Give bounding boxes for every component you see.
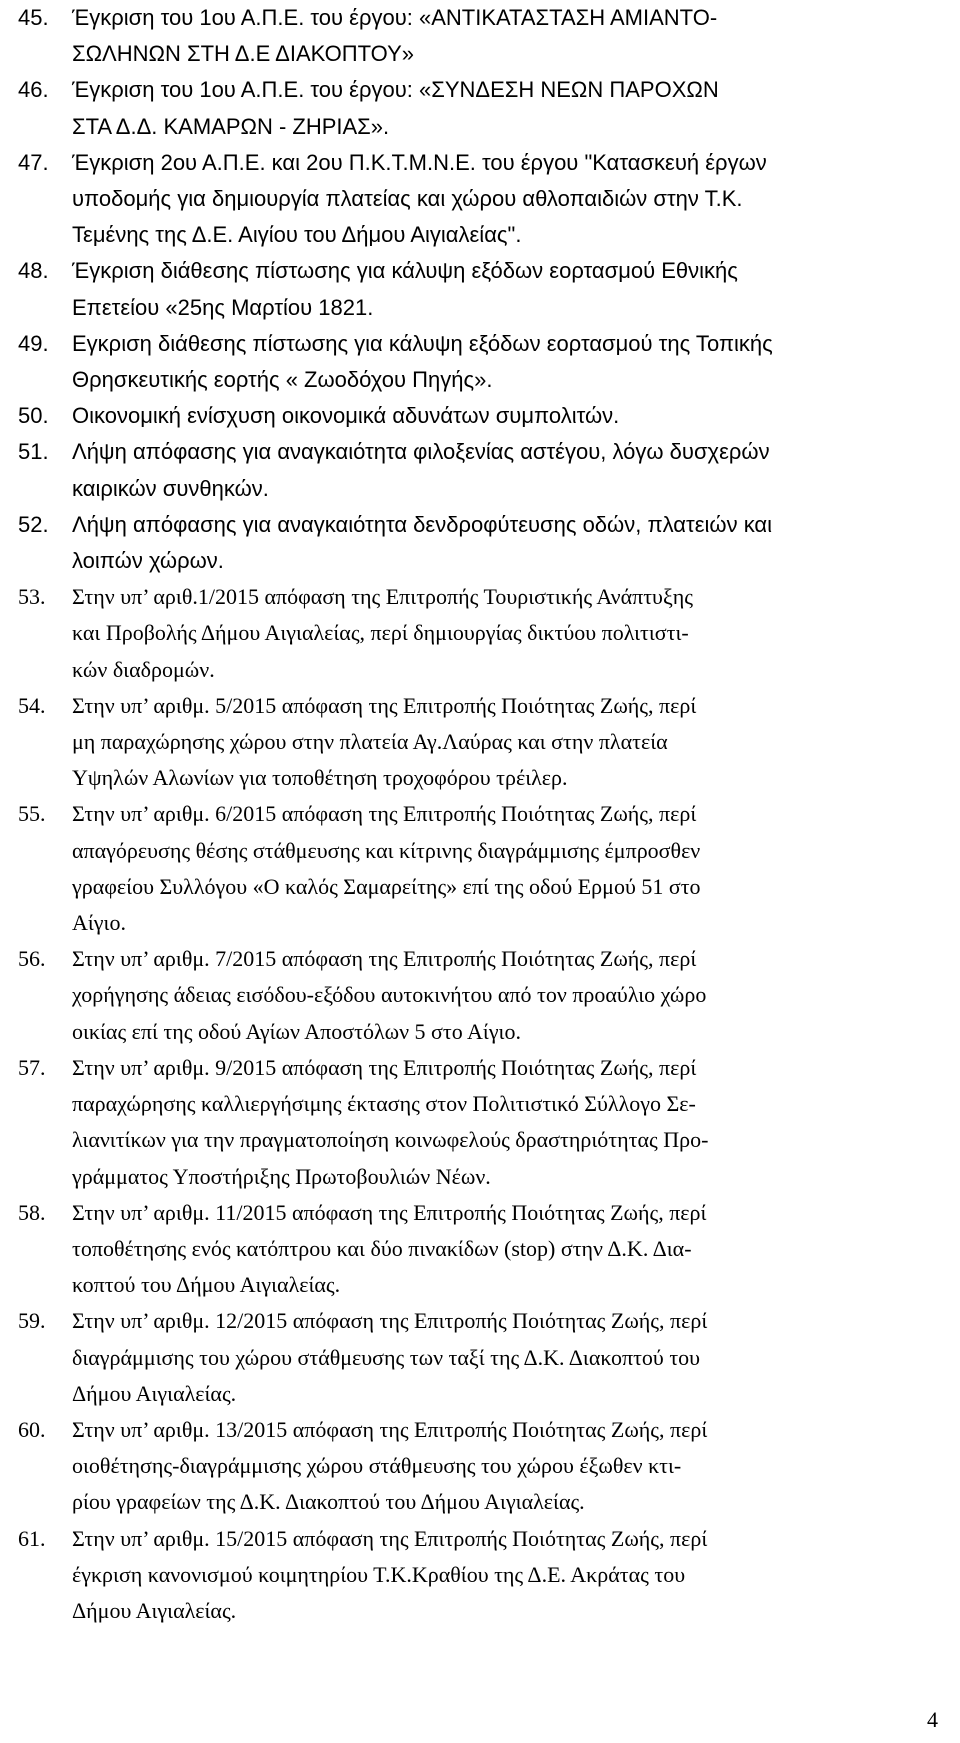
item-text: Οικονομική ενίσχυση οικονομικά αδυνάτων συμπολιτών.: [72, 403, 620, 429]
agenda-item-57: [18, 1050, 948, 1195]
item-number: 60.: [18, 1416, 46, 1442]
item-text: Έγκριση 2ου Α.Π.Ε. και 2ου Π.Κ.Τ.Μ.Ν.Ε. του έργου "Κατασκευή έργων υποδομής για δημιουργία πλατείας και χώρου αθλοπαιδιών στην Τ.Κ. Τεμένης της Δ.Ε. Αιγίου του Δήμου Αιγιαλείας".: [72, 149, 767, 248]
item-number: 55.: [18, 801, 46, 827]
agenda-list: [18, 0, 948, 1629]
agenda-item-50: [18, 398, 948, 434]
agenda-item-46: [18, 72, 948, 144]
item-number: 46.: [18, 77, 49, 103]
item-number: 48.: [18, 258, 49, 284]
item-text: Στην υπ’ αριθμ. 12/2015 απόφαση της Επιτροπής Ποιότητας Ζωής, περί διαγράμμισης του χώρου στάθμευσης των ταξί της Δ.Κ. Διακοπτού του Δήμου Αιγιαλείας.: [72, 1308, 708, 1406]
item-text: Λήψη απόφασης για αναγκαιότητα δενδροφύτευσης οδών, πλατειών και λοιπών χώρων.: [72, 511, 773, 574]
item-text: Στην υπ’ αριθμ. 13/2015 απόφαση της Επιτροπής Ποιότητας Ζωής, περί οιοθέτησης-διαγράμμισης χώρου στάθμευσης του χώρου έξωθεν κτι- ρίου γραφείων της Δ.Κ. Διακοπτού του Δήμου Αιγιαλείας.: [72, 1416, 708, 1515]
item-number: 53.: [18, 584, 46, 610]
item-text: Στην υπ’ αριθ.1/2015 απόφαση της Επιτροπής Τουριστικής Ανάπτυξης και Προβολής Δήμου Αιγιαλείας, περί δημιουργίας δικτύου πολιτιστι- κών διαδρομών.: [72, 584, 693, 682]
agenda-item-52: [18, 507, 948, 579]
item-text: Έγκριση διάθεσης πίστωσης για κάλυψη εξόδων εορτασμού Εθνικής Επετείου «25ης Μαρτίου 1821.: [72, 258, 738, 320]
item-text: Στην υπ’ αριθμ. 7/2015 απόφαση της Επιτροπής Ποιότητας Ζωής, περί χορήγησης άδειας εισόδου-εξόδου αυτοκινήτου από τον προαύλιο χώρο οικίας επί της οδού Αγίων Αποστόλων 5 στο Αίγιο.: [72, 946, 707, 1044]
item-text: Λήψη απόφασης για αναγκαιότητα φιλοξενίας αστέγου, λόγω δυσχερών καιρικών συνθηκών.: [72, 439, 770, 501]
agenda-item-51: [18, 434, 948, 506]
agenda-item-47: [18, 145, 948, 254]
item-number: 59.: [18, 1308, 46, 1334]
item-number: 54.: [18, 692, 46, 718]
item-number: 52.: [18, 511, 49, 537]
agenda-item-45: [18, 0, 948, 72]
agenda-item-54: [18, 688, 948, 797]
agenda-item-60: [18, 1412, 948, 1521]
item-text: Στην υπ’ αριθμ. 9/2015 απόφαση της Επιτροπής Ποιότητας Ζωής, περί παραχώρησης καλλιεργήσιμης έκτασης στον Πολιτιστικό Σύλλογο Σε- λιανιτίκων για την πραγματοποίηση κοινωφελούς δραστηριότητας Προ- γράμματος Υποστήριξης Πρωτοβουλιών Νέων.: [72, 1054, 709, 1189]
item-number: 57.: [18, 1054, 46, 1080]
agenda-item-59: [18, 1303, 948, 1412]
agenda-item-49: [18, 326, 948, 398]
item-text: Στην υπ’ αριθμ. 6/2015 απόφαση της Επιτροπής Ποιότητας Ζωής, περί απαγόρευσης θέσης στάθμευσης και κίτρινης διαγράμμισης έμπροσθεν γραφείου Συλλόγου «Ο καλός Σαμαρείτης» επί της οδού Ερμού 51 στο Αίγιο.: [72, 801, 701, 936]
item-number: 45.: [18, 5, 49, 30]
page-number: 4: [927, 1707, 938, 1732]
item-number: 47.: [18, 149, 49, 175]
item-number: 61.: [18, 1525, 46, 1551]
agenda-item-56: [18, 941, 948, 1050]
item-number: 50.: [18, 403, 49, 429]
item-text: Εγκριση διάθεσης πίστωσης για κάλυψη εξόδων εορτασμού της Τοπικής Θρησκευτικής εορτής « Ζωοδόχου Πηγής».: [72, 330, 773, 393]
agenda-item-58: [18, 1195, 948, 1304]
item-number: 56.: [18, 946, 46, 972]
item-number: 49.: [18, 330, 49, 356]
agenda-item-61: [18, 1521, 948, 1630]
agenda-item-48: [18, 253, 948, 325]
agenda-item-53: [18, 579, 948, 688]
item-text: Στην υπ’ αριθμ. 11/2015 απόφαση της Επιτροπής Ποιότητας Ζωής, περί τοποθέτησης ενός κατόπτρου και δύο πινακίδων (stop) στην Δ.Κ. Δια- κοπτού του Δήμου Αιγιαλείας.: [72, 1199, 707, 1298]
item-text: Στην υπ’ αριθμ. 15/2015 απόφαση της Επιτροπής Ποιότητας Ζωής, περί έγκριση κανονισμού κοιμητηρίου Τ.Κ.Κραθίου της Δ.Ε. Ακράτας του Δήμου Αιγιαλείας.: [72, 1525, 708, 1623]
item-text: Στην υπ’ αριθμ. 5/2015 απόφαση της Επιτροπής Ποιότητας Ζωής, περί μη παραχώρησης χώρου στην πλατεία Αγ.Λαύρας και στην πλατεία Υψηλών Αλωνίων για τοποθέτηση τροχοφόρου τρέιλερ.: [72, 692, 697, 791]
item-text: Έγκριση του 1ου Α.Π.Ε. του έργου: «ΣΥΝΔΕΣΗ ΝΕΩΝ ΠΑΡΟΧΩΝ ΣΤΑ Δ.Δ. ΚΑΜΑΡΩΝ - ΖΗΡΙΑΣ».: [72, 77, 719, 139]
item-text: Έγκριση του 1ου Α.Π.Ε. του έργου: «ΑΝΤΙΚΑΤΑΣΤΑΣΗ ΑΜΙΑΝΤΟ- ΣΩΛΗΝΩΝ ΣΤΗ Δ.Ε ΔΙΑΚΟΠΤΟΥ»: [72, 5, 718, 67]
agenda-item-55: [18, 796, 948, 941]
item-number: 58.: [18, 1199, 46, 1225]
item-number: 51.: [18, 439, 49, 465]
